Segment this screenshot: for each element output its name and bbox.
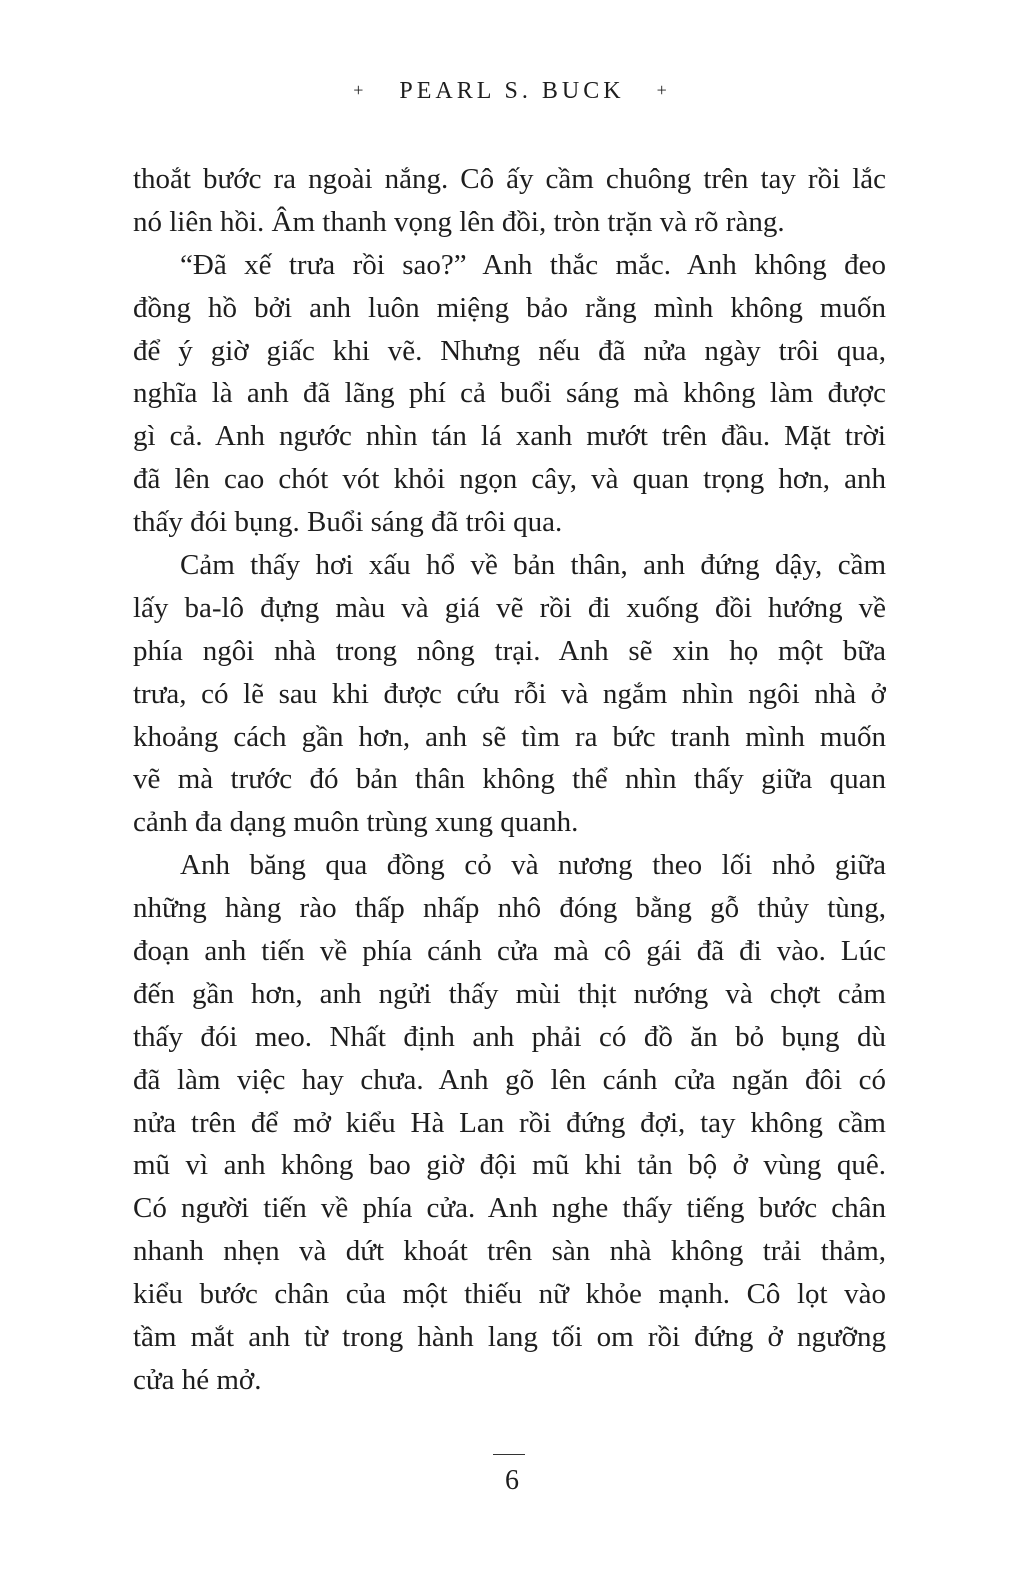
text-line: cửa hé mở.	[133, 1363, 262, 1396]
text-line: nghĩa là anh đã lãng phí cả buổi sáng mà không làm được	[133, 377, 886, 410]
text-line: thấy đói meo. Nhất định anh phải có đồ ăn bỏ bụng dù	[133, 1020, 886, 1053]
text-line: nhanh nhẹn và dứt khoát trên sàn nhà không trải thảm,	[133, 1235, 886, 1268]
text-line: lấy ba-lô đựng màu và giá vẽ rồi đi xuống đồi hướng về	[133, 591, 886, 624]
text-line: đồng hồ bởi anh luôn miệng bảo rằng mình không muốn	[133, 291, 886, 324]
running-header-title: PEARL S. BUCK	[399, 78, 625, 104]
ornament-left-icon: +	[353, 80, 368, 100]
text-line: phía ngôi nhà trong nông trại. Anh sẽ xin họ một bữa	[133, 634, 886, 667]
text-line: vẽ mà trước đó bản thân không thể nhìn thấy giữa quan	[133, 763, 886, 796]
running-header	[0, 78, 1024, 105]
text-line: để ý giờ giấc khi vẽ. Nhưng nếu đã nửa ngày trôi qua,	[133, 334, 886, 367]
text-line: đoạn anh tiến về phía cánh cửa mà cô gái đã đi vào. Lúc	[133, 935, 886, 968]
text-line: đã lên cao chót vót khỏi ngọn cây, và quan trọng hơn, anh	[133, 463, 886, 496]
text-line: Anh băng qua đồng cỏ và nương theo lối nhỏ giữa	[180, 849, 886, 882]
text-line: thoắt bước ra ngoài nắng. Cô ấy cầm chuông trên tay rồi lắc	[133, 163, 886, 195]
text-line: khoảng cách gần hơn, anh sẽ tìm ra bức tranh mình muốn	[133, 720, 886, 753]
text-line: đã làm việc hay chưa. Anh gõ lên cánh cửa ngăn đôi có	[133, 1063, 886, 1096]
page-number: 6	[505, 1465, 519, 1496]
text-line: Có người tiến về phía cửa. Anh nghe thấy tiếng bước chân	[133, 1192, 886, 1225]
text-line: nửa trên để mở kiểu Hà Lan rồi đứng đợi, tay không cầm	[133, 1106, 886, 1139]
text-line: cảnh đa dạng muôn trùng xung quanh.	[133, 806, 579, 839]
text-line: thấy đói bụng. Buổi sáng đã trôi qua.	[133, 506, 563, 539]
text-line: những hàng rào thấp nhấp nhô đóng bằng gỗ thủy tùng,	[133, 892, 886, 925]
text-line: mũ vì anh không bao giờ đội mũ khi tản bộ ở vùng quê.	[133, 1149, 886, 1182]
text-line: Cảm thấy hơi xấu hổ về bản thân, anh đứng dậy, cầm	[180, 549, 886, 582]
text-line: gì cả. Anh ngước nhìn tán lá xanh mướt trên đầu. Mặt trời	[133, 420, 886, 453]
text-line: “Đã xế trưa rồi sao?” Anh thắc mắc. Anh không đeo	[180, 248, 886, 281]
page-number-rule	[493, 1454, 525, 1455]
text-line: tầm mắt anh từ trong hành lang tối om rồi đứng ở ngưỡng	[133, 1321, 886, 1354]
text-line: trưa, có lẽ sau khi được cứu rỗi và ngắm nhìn ngôi nhà ở	[133, 677, 886, 710]
text-line: đến gần hơn, anh ngửi thấy mùi thịt nướng và chợt cảm	[133, 977, 886, 1010]
ornament-right-icon: +	[656, 80, 671, 100]
text-line: nó liên hồi. Âm thanh vọng lên đồi, tròn trặn và rõ ràng.	[133, 205, 785, 238]
body-text	[133, 158, 886, 1402]
text-line: kiểu bước chân của một thiếu nữ khỏe mạnh. Cô lọt vào	[133, 1278, 886, 1311]
